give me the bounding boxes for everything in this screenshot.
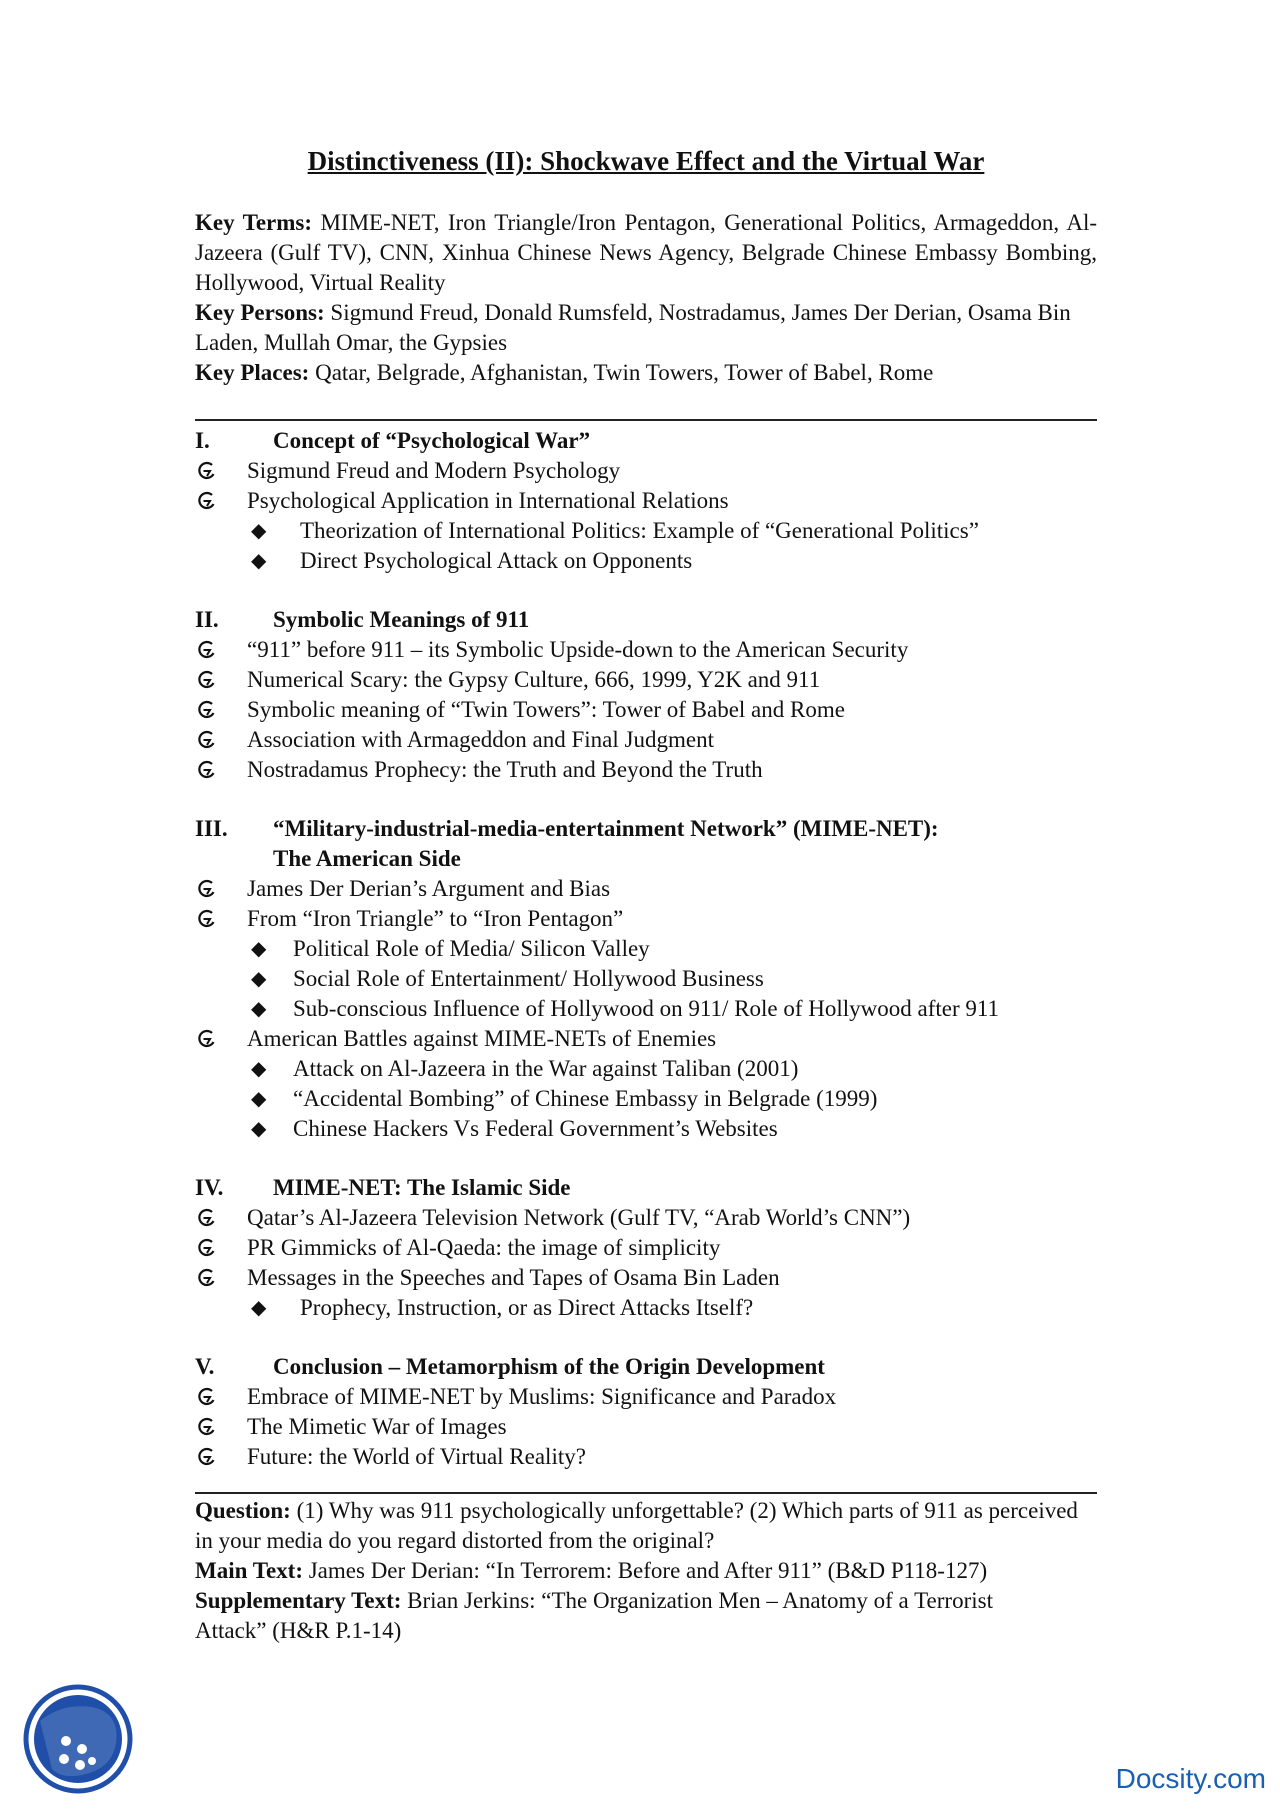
section-title: Conclusion – Metamorphism of the Origin Development xyxy=(273,1354,825,1379)
diamond-bullet-icon: ◆ xyxy=(251,520,267,542)
list-item-text: Symbolic meaning of “Twin Towers”: Tower of Babel and Rome xyxy=(247,697,845,722)
main-text xyxy=(195,1556,1097,1586)
list-item-text: Psychological Application in International Relations xyxy=(247,488,729,513)
diamond-bullet-icon: ◆ xyxy=(251,1297,267,1319)
diamond-bullet-icon: ◆ xyxy=(251,1058,267,1080)
bullet-icon xyxy=(197,460,217,482)
list-item-text: “911” before 911 – its Symbolic Upside-down to the American Security xyxy=(247,637,909,662)
bullet-icon xyxy=(197,1207,217,1229)
sub-list-item-text: Political Role of Media/ Silicon Valley xyxy=(293,936,650,961)
list-item-text: Association with Armageddon and Final Judgment xyxy=(247,727,714,752)
supplementary-text xyxy=(195,1586,1015,1646)
key-terms-label: Key Terms: xyxy=(195,210,313,235)
sub-list-item-text: “Accidental Bombing” of Chinese Embassy in Belgrade (1999) xyxy=(293,1086,878,1111)
section-title: Symbolic Meanings of 911 xyxy=(273,607,530,632)
sub-list-item-text: Direct Psychological Attack on Opponents xyxy=(300,548,693,573)
list-item-text: James Der Derian’s Argument and Bias xyxy=(247,876,611,901)
key-persons-label: Key Persons: xyxy=(195,300,325,325)
sub-list-item-text: Chinese Hackers Vs Federal Government’s Websites xyxy=(293,1116,778,1141)
main-text-label: Main Text: xyxy=(195,1558,303,1583)
supplementary-text-label: Supplementary Text: xyxy=(195,1588,402,1613)
main-text-value: James Der Derian: “In Terrorem: Before and After 911” (B&D P118-127) xyxy=(302,1558,988,1583)
section-number: II. xyxy=(195,607,219,632)
bullet-icon xyxy=(197,1237,217,1259)
diamond-bullet-icon: ◆ xyxy=(251,1118,267,1140)
section-number: III. xyxy=(195,816,228,841)
list-item-text: From “Iron Triangle” to “Iron Pentagon” xyxy=(247,906,624,931)
list-item-text: American Battles against MIME-NETs of Enemies xyxy=(247,1026,717,1051)
key-persons-text: Sigmund Freud, Donald Rumsfeld, Nostradamus, James Der Derian, Osama Bin Laden, Mullah Omar, the Gypsies xyxy=(195,300,1071,355)
docsity-logo-icon xyxy=(22,1683,134,1795)
sub-list-item-text: Sub-conscious Influence of Hollywood on 911/ Role of Hollywood after 911 xyxy=(293,996,1000,1021)
key-terms xyxy=(195,208,1097,298)
bullet-icon xyxy=(197,878,217,900)
section-title: “Military-industrial-media-entertainment Network” (MIME-NET): xyxy=(273,816,939,841)
diamond-bullet-icon: ◆ xyxy=(251,1088,267,1110)
bullet-icon xyxy=(197,759,217,781)
section-number: V. xyxy=(195,1354,215,1379)
list-item-text: Messages in the Speeches and Tapes of Osama Bin Laden xyxy=(247,1265,780,1290)
diamond-bullet-icon: ◆ xyxy=(251,998,267,1020)
question-text: (1) Why was 911 psychologically unforgettable? (2) Which parts of 911 as perceived in your media do you regard distorted from the original? xyxy=(195,1498,1078,1553)
bullet-icon xyxy=(197,1267,217,1289)
bullet-icon xyxy=(197,908,217,930)
sub-list-item-text: Prophecy, Instruction, or as Direct Attacks Itself? xyxy=(300,1295,754,1320)
divider-bottom xyxy=(195,1492,1097,1494)
bullet-icon xyxy=(197,1028,217,1050)
bullet-icon xyxy=(197,669,217,691)
bullet-icon xyxy=(197,490,217,512)
brand-watermark: Docsity.com xyxy=(1115,1763,1266,1794)
bullet-icon xyxy=(197,1386,217,1408)
key-terms-text: MIME-NET, Iron Triangle/Iron Pentagon, Generational Politics, Armageddon, Al-Jazeera (Gulf TV), CNN, Xinhua Chinese News Agency, Belgrade Chinese Embassy Bombing, Hollywood, Virtual Reality xyxy=(195,210,1097,295)
section-title: The American Side xyxy=(273,846,461,871)
question-label: Question: xyxy=(195,1498,291,1523)
key-persons xyxy=(195,298,1097,358)
section-number: IV. xyxy=(195,1175,224,1200)
key-places-text: Qatar, Belgrade, Afghanistan, Twin Towers, Tower of Babel, Rome xyxy=(309,360,934,385)
list-item-text: Future: the World of Virtual Reality? xyxy=(247,1444,586,1469)
sub-list-item-text: Attack on Al-Jazeera in the War against Taliban (2001) xyxy=(293,1056,799,1081)
list-item-text: Nostradamus Prophecy: the Truth and Beyond the Truth xyxy=(247,757,763,782)
sub-list-item-text: Social Role of Entertainment/ Hollywood Business xyxy=(293,966,764,991)
list-item-text: Qatar’s Al-Jazeera Television Network (Gulf TV, “Arab World’s CNN”) xyxy=(247,1205,911,1230)
list-item-text: PR Gimmicks of Al-Qaeda: the image of simplicity xyxy=(247,1235,721,1260)
list-item-text: Sigmund Freud and Modern Psychology xyxy=(247,458,621,483)
diamond-bullet-icon: ◆ xyxy=(251,968,267,990)
key-places-label: Key Places: xyxy=(195,360,310,385)
key-places xyxy=(195,358,1097,388)
section-title: MIME-NET: The Islamic Side xyxy=(273,1175,571,1200)
bullet-icon xyxy=(197,729,217,751)
diamond-bullet-icon: ◆ xyxy=(251,938,267,960)
divider-top xyxy=(195,419,1097,421)
bullet-icon xyxy=(197,1446,217,1468)
list-item-text: Embrace of MIME-NET by Muslims: Significance and Paradox xyxy=(247,1384,837,1409)
bullet-icon xyxy=(197,639,217,661)
sub-list-item-text: Theorization of International Politics: Example of “Generational Politics” xyxy=(300,518,979,543)
list-item-text: The Mimetic War of Images xyxy=(247,1414,507,1439)
list-item-text: Numerical Scary: the Gypsy Culture, 666, 1999, Y2K and 911 xyxy=(247,667,821,692)
section-title: Concept of “Psychological War” xyxy=(273,428,591,453)
bullet-icon xyxy=(197,1416,217,1438)
section-number: I. xyxy=(195,428,210,453)
document-title: Distinctiveness (II): Shockwave Effect and the Virtual War xyxy=(307,146,985,176)
question xyxy=(195,1496,1097,1556)
supplementary-text-value: Brian Jerkins: “The Organization Men – Anatomy of a Terrorist Attack” (H&R P.1-14) xyxy=(195,1588,993,1643)
bullet-icon xyxy=(197,699,217,721)
diamond-bullet-icon: ◆ xyxy=(251,550,267,572)
